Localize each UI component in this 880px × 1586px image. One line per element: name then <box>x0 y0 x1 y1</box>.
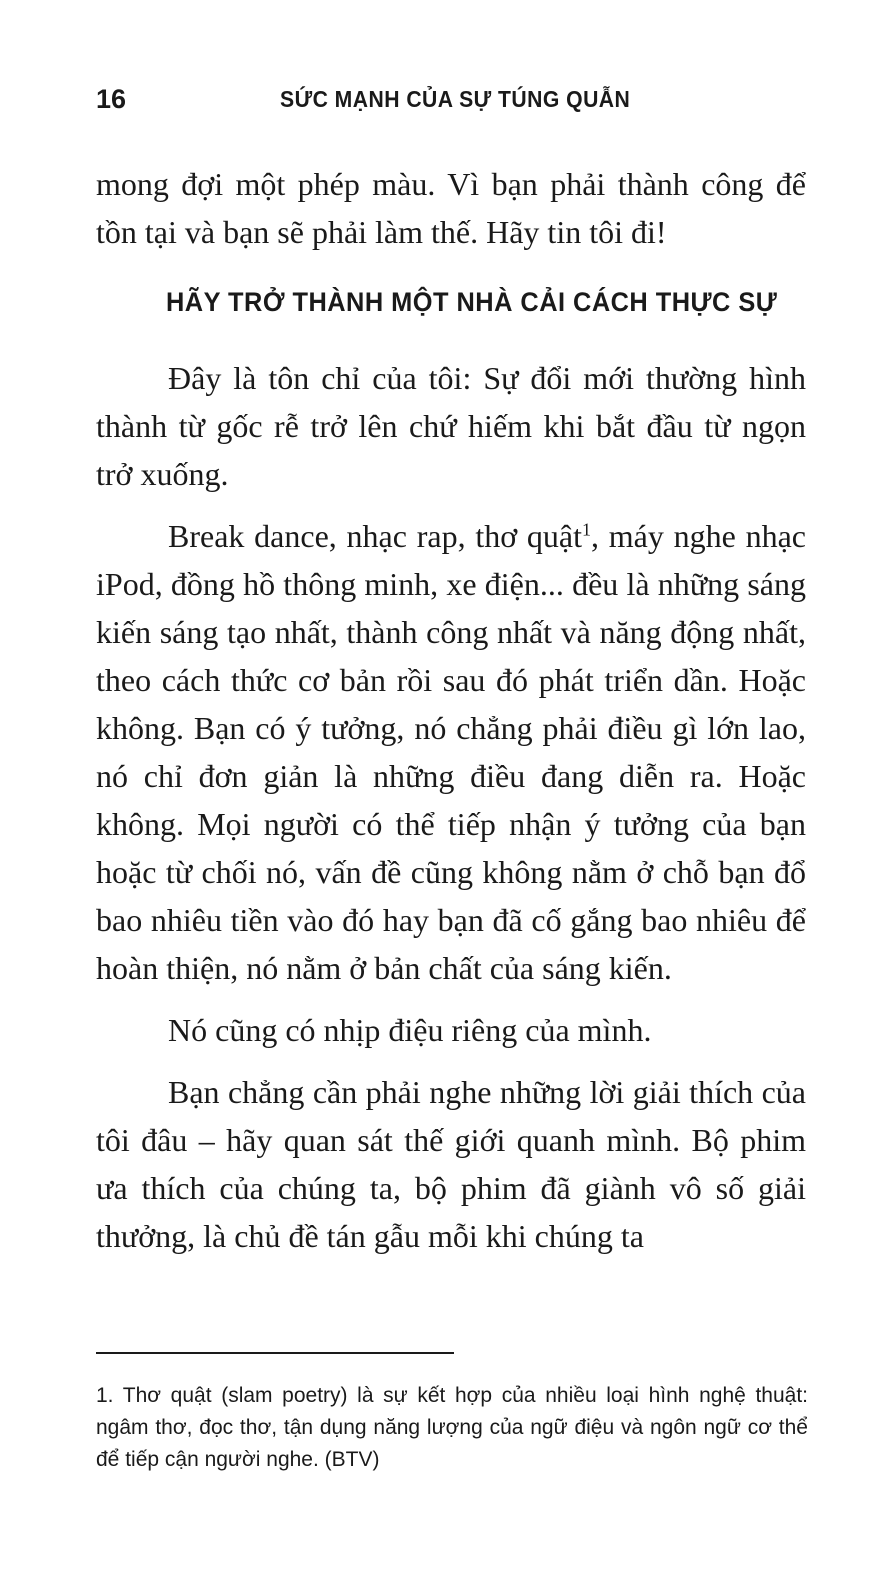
paragraph-2-start: Break dance, nhạc rap, thơ quật <box>168 518 583 554</box>
page-number: 16 <box>96 84 127 114</box>
footnote-divider <box>96 1352 454 1354</box>
section-heading: HÃY TRỞ THÀNH MỘT NHÀ CẢI CÁCH THỰC SỰ <box>166 287 778 317</box>
footnote: 1. Thơ quật (slam poetry) là sự kết hợp của nhiều loại hình nghệ thuật: ngâm thơ, đọc thơ, tận dụng năng lượng của ngữ điệu và ngôn ngữ cơ thể để tiếp cận người nghe. (BTV) <box>96 1384 808 1471</box>
paragraph-4: Bạn chẳng cần phải nghe những lời giải thích của tôi đâu – hãy quan sát thế giới quanh mình. Bộ phim ưa thích của chúng ta, bộ phim đã giành vô số giải thưởng, là chủ đề tán gẫu mỗi khi chúng ta <box>96 1074 806 1254</box>
footnote-reference: 1 <box>582 519 592 540</box>
paragraph-1: Đây là tôn chỉ của tôi: Sự đổi mới thường hình thành từ gốc rễ trở lên chứ hiếm khi bắt đầu từ ngọn trở xuống. <box>96 360 806 492</box>
page-header <box>96 84 784 124</box>
paragraph-2-rest: , máy nghe nhạc iPod, đồng hồ thông minh, xe điện... đều là những sáng kiến sáng tạo nhất, thành công nhất và năng động nhất, theo cách thức cơ bản rồi sau đó phát triển dần. Hoặc không. Bạn có ý tưởng, nó chẳng phải điều gì lớn lao, nó chỉ đơn giản là những điều đang diễn ra. Hoặc không. Mọi người có thể tiếp nhận ý tưởng của bạn hoặc từ chối nó, vấn đề cũng không nằm ở chỗ bạn đổ bao nhiêu tiền vào đó hay bạn đã cố gắng bao nhiêu để hoàn thiện, nó nằm ở bản chất của sáng kiến. <box>96 518 807 986</box>
body-text <box>96 160 806 1260</box>
running-title: SỨC MẠNH CỦA SỰ TÚNG QUẪN <box>280 86 631 112</box>
paragraph-2 <box>96 512 806 992</box>
paragraph-3: Nó cũng có nhịp điệu riêng của mình. <box>168 1012 652 1048</box>
lead-paragraph: mong đợi một phép màu. Vì bạn phải thành công để tồn tại và bạn sẽ phải làm thế. Hãy tin tôi đi! <box>96 166 806 250</box>
